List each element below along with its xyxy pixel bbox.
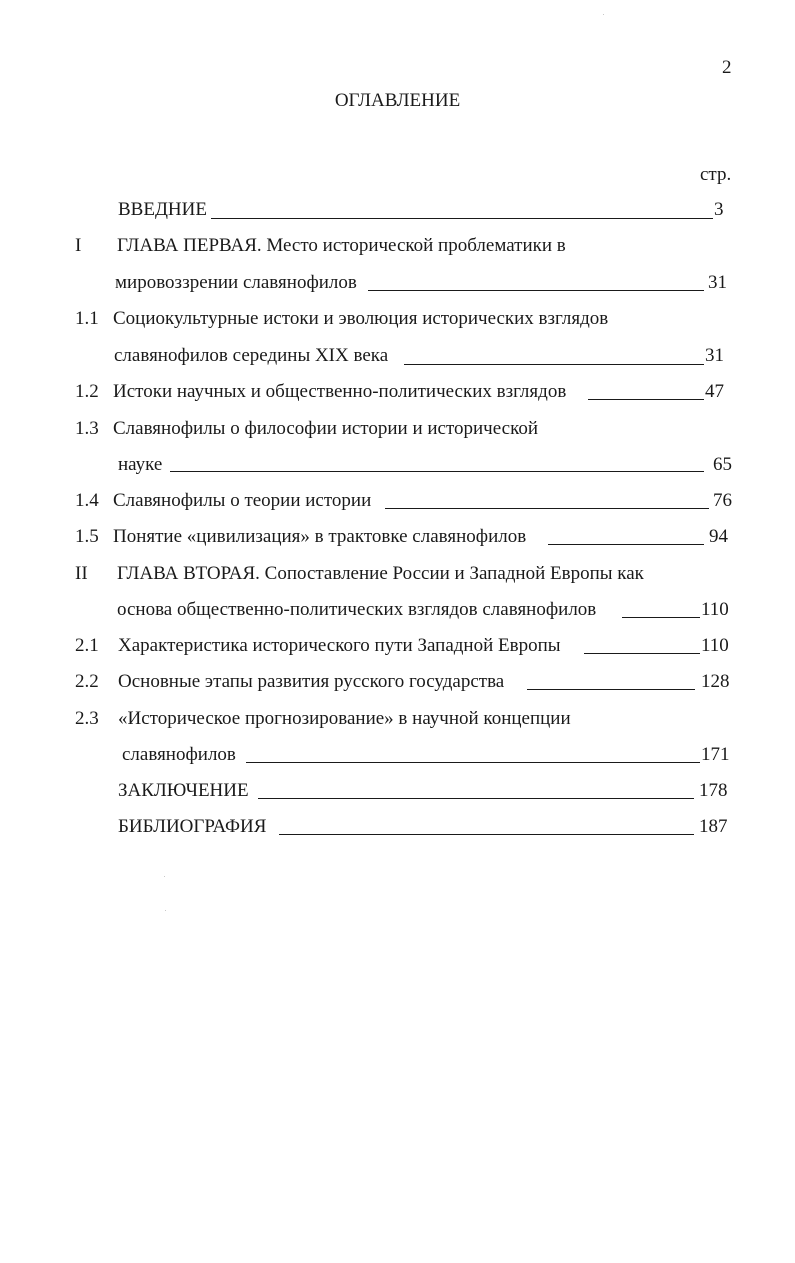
- toc-entry-text: Характеристика исторического пути Западной Европы: [118, 635, 561, 656]
- scan-speck: [603, 14, 604, 15]
- toc-entry-text: Понятие «цивилизация» в трактовке славянофилов: [113, 526, 527, 547]
- toc-leader: [584, 653, 700, 654]
- page-number: 2: [722, 57, 732, 78]
- toc-leader: [246, 762, 700, 763]
- toc-entry-number: I: [75, 235, 82, 256]
- toc-entry-page: 110: [701, 635, 729, 656]
- toc-entry-number: 2.2: [75, 671, 99, 692]
- toc-leader: [385, 508, 709, 509]
- toc-leader: [622, 617, 700, 618]
- toc-entry-page: 3: [714, 199, 724, 220]
- toc-entry-text: Славянофилы о философии истории и исторической: [113, 418, 539, 439]
- toc-leader: [588, 399, 704, 400]
- toc-entry-number: 1.2: [75, 381, 99, 402]
- scan-speck: [165, 910, 166, 911]
- toc-leader: [258, 798, 694, 799]
- toc-entry-number: II: [75, 563, 88, 584]
- toc-entry-page: 178: [699, 780, 728, 801]
- toc-entry-text: БИБЛИОГРАФИЯ: [118, 816, 267, 837]
- toc-entry-page: 110: [701, 599, 729, 620]
- toc-entry-page: 76: [713, 490, 732, 511]
- toc-entry-number: 1.4: [75, 490, 99, 511]
- toc-leader: [404, 364, 704, 365]
- toc-leader: [170, 471, 704, 472]
- toc-entry-text: Истоки научных и общественно-политических взглядов: [113, 381, 567, 402]
- toc-entry-text: «Историческое прогнозирование» в научной концепции: [118, 708, 571, 729]
- toc-entry-page: 31: [705, 345, 724, 366]
- toc-entry-text: Основные этапы развития русского государства: [118, 671, 505, 692]
- toc-leader: [279, 834, 694, 835]
- toc-entry-text: ГЛАВА ПЕРВАЯ. Место исторической проблематики в: [117, 235, 566, 256]
- toc-entry-text-cont: основа общественно-политических взглядов славянофилов: [117, 599, 597, 620]
- toc-entry-page: 65: [713, 454, 732, 475]
- toc-entry-text: Славянофилы о теории истории: [113, 490, 372, 511]
- toc-entry-text: ГЛАВА ВТОРАЯ. Сопоставление России и Западной Европы как: [117, 563, 644, 584]
- toc-entry-page: 47: [705, 381, 724, 402]
- toc-leader: [548, 544, 704, 545]
- toc-entry-number: 2.1: [75, 635, 99, 656]
- toc-entry-text-cont: науке: [118, 454, 163, 475]
- toc-entry-number: 1.5: [75, 526, 99, 547]
- toc-entry-text-cont: мировоззрении славянофилов: [115, 272, 357, 293]
- page-title: ОГЛАВЛЕНИЕ: [334, 90, 461, 111]
- toc-entry-number: 1.3: [75, 418, 99, 439]
- toc-entry-text: Социокультурные истоки и эволюция исторических взглядов: [113, 308, 609, 329]
- toc-entry-page: 128: [701, 671, 730, 692]
- toc-entry-page: 171: [701, 744, 730, 765]
- toc-leader: [211, 218, 713, 219]
- toc-entry-text-cont: славянофилов середины XIX века: [114, 345, 389, 366]
- toc-entry-page: 187: [699, 816, 728, 837]
- toc-leader: [368, 290, 704, 291]
- toc-leader: [527, 689, 695, 690]
- toc-entry-page: 31: [708, 272, 727, 293]
- toc-entry-number: 1.1: [75, 308, 99, 329]
- toc-entry-text: ВВЕДНИЕ: [118, 199, 207, 220]
- scan-speck: [164, 876, 165, 877]
- toc-entry-number: 2.3: [75, 708, 99, 729]
- toc-entry-text-cont: славянофилов: [122, 744, 236, 765]
- toc-entry-text: ЗАКЛЮЧЕНИЕ: [118, 780, 249, 801]
- toc-entry-page: 94: [709, 526, 728, 547]
- page-column-label: стр.: [700, 164, 732, 185]
